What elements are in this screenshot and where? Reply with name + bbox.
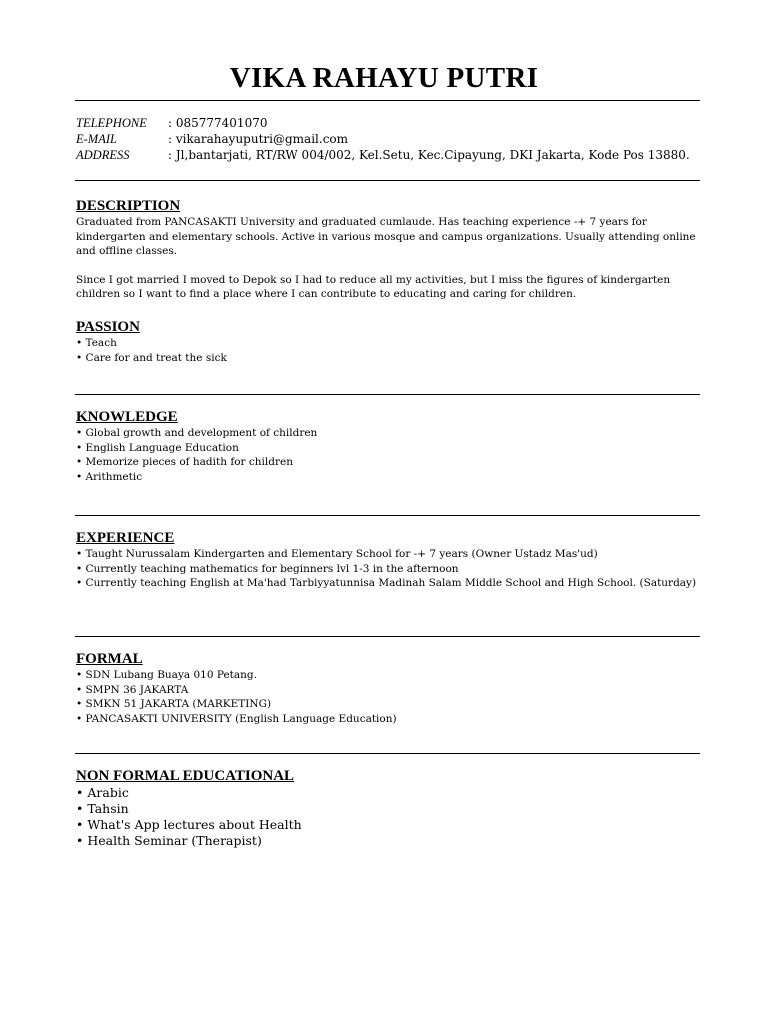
contact-row-email (76, 131, 690, 147)
knowledge-list (76, 426, 706, 484)
description-paragraph: Since I got married I moved to Depok so I had to reduce all my activities, but I miss the figures of kindergarten children so I want to find a place where I can contribute to educating and caring for children. (76, 273, 671, 300)
resume-name: VIKA RAHAYU PUTRI (229, 62, 539, 94)
list-item: • SMPN 36 JAKARTA (76, 683, 706, 698)
experience-list (76, 547, 706, 591)
list-item: • SDN Lubang Buaya 010 Petang. (76, 668, 706, 683)
section-heading: EXPERIENCE (76, 530, 175, 546)
contact-row-telephone (76, 115, 690, 131)
list-item: • Care for and treat the sick (76, 351, 706, 366)
section-heading: PASSION (76, 319, 140, 335)
contact-row-address (76, 147, 690, 163)
contact-block (76, 115, 690, 163)
divider (75, 515, 700, 516)
divider (75, 636, 700, 637)
list-item: • Memorize pieces of hadith for children (76, 455, 706, 470)
divider (75, 753, 700, 754)
list-item: • Tahsin (76, 801, 706, 817)
list-item: • Health Seminar (Therapist) (76, 833, 706, 849)
section-heading: DESCRIPTION (76, 198, 181, 214)
section-heading: KNOWLEDGE (76, 409, 178, 425)
section-experience (76, 529, 706, 591)
list-item: • SMKN 51 JAKARTA (MARKETING) (76, 697, 706, 712)
list-item: • Global growth and development of children (76, 426, 706, 441)
section-formal (76, 650, 706, 726)
list-item: • PANCASAKTI UNIVERSITY (English Language Education) (76, 712, 706, 727)
formal-list (76, 668, 706, 726)
section-passion (76, 318, 706, 365)
divider (75, 180, 700, 181)
section-non-formal (76, 767, 706, 849)
list-item: • English Language Education (76, 441, 706, 456)
non-formal-list (76, 785, 706, 849)
list-item: • Currently teaching English at Ma'had Tarbiyyatunnisa Madinah Salam Middle School and High School. (Saturday) (76, 576, 706, 591)
list-item: • Taught Nurussalam Kindergarten and Elementary School for -+ 7 years (Owner Ustadz Mas'ud) (76, 547, 706, 562)
divider (75, 100, 700, 101)
list-item: • Arithmetic (76, 470, 706, 485)
contact-value: : Jl,bantarjati, RT/RW 004/002, Kel.Setu, Kec.Cipayung, DKI Jakarta, Kode Pos 13880. (168, 148, 690, 162)
description-paragraph: Graduated from PANCASAKTI University and graduated cumlaude. Has teaching experience -+ 7 years for kindergarten and elementary schools. Active in various mosque and campus organizations. Usually attending online and offline classes. (76, 216, 696, 257)
list-item: • Teach (76, 336, 706, 351)
section-heading: NON FORMAL EDUCATIONAL (76, 768, 295, 784)
list-item: • What's App lectures about Health (76, 817, 706, 833)
list-item: • Currently teaching mathematics for beginners lvl 1-3 in the afternoon (76, 562, 706, 577)
contact-value: : vikarahayuputri@gmail.com (168, 132, 349, 146)
divider (75, 394, 700, 395)
contact-value: : 085777401070 (168, 116, 268, 130)
section-knowledge (76, 408, 706, 484)
contact-label: ADDRESS (76, 148, 130, 162)
contact-label: E-MAIL (76, 132, 117, 146)
section-heading: FORMAL (76, 651, 143, 667)
contact-label: TELEPHONE (76, 116, 147, 130)
passion-list (76, 336, 706, 365)
section-description (76, 197, 706, 302)
list-item: • Arabic (76, 785, 706, 801)
